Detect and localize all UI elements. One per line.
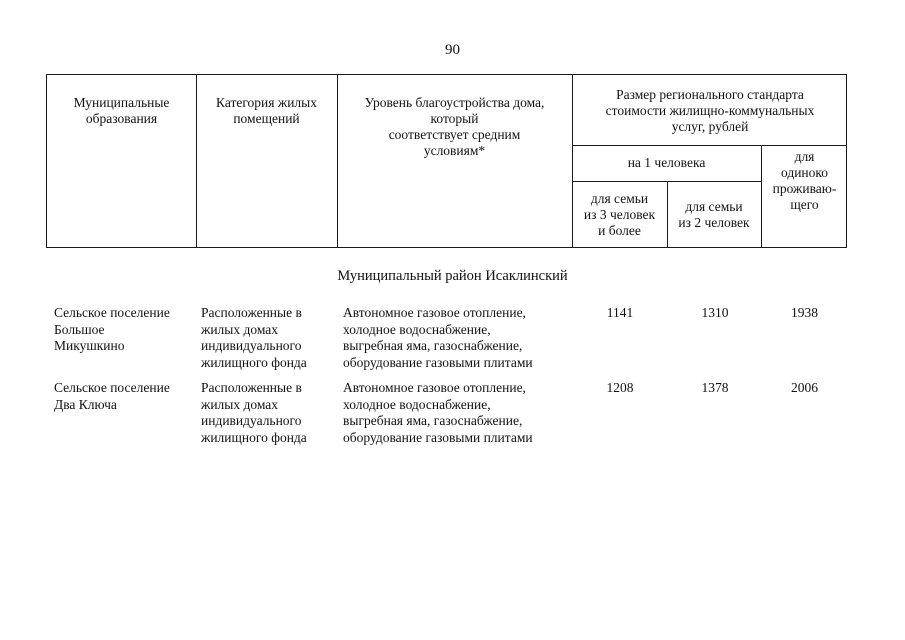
header-standard-size: Размер регионального стандарта стоимости жилищно-коммунальных услуг, рублей	[605, 87, 815, 134]
header-municipality: Муниципальные образования	[73, 95, 170, 126]
cell-family3: 1208	[606, 380, 634, 395]
cell-municipality: Сельское поселение Большое Микушкино	[54, 305, 170, 353]
table-row	[0, 380, 905, 450]
cell-family3: 1141	[606, 305, 634, 320]
header-single: для одиноко проживаю- щего	[772, 149, 837, 212]
cell-comfort: Автономное газовое отопление, холодное водоснабжение, выгребная яма, газоснабжение, оборудование газовыми плитами	[343, 380, 533, 445]
cell-single: 2006	[791, 380, 818, 395]
header-family3: для семьи из 3 человек и более	[583, 191, 656, 238]
cell-category: Расположенные в жилых домах индивидуального жилищного фонда	[201, 305, 307, 370]
cell-single: 1938	[791, 305, 818, 320]
header-per-person: на 1 человека	[627, 155, 706, 170]
cell-family2: 1310	[701, 305, 729, 320]
cell-family2: 1378	[701, 380, 729, 395]
table-row	[0, 305, 905, 375]
row-divider	[572, 145, 846, 146]
cell-comfort: Автономное газовое отопление, холодное водоснабжение, выгребная яма, газоснабжение, оборудование газовыми плитами	[343, 305, 533, 370]
table-header	[46, 74, 847, 248]
page-number: 90	[445, 42, 460, 58]
header-category: Категория жилых помещений	[216, 95, 317, 126]
cell-municipality: Сельское поселение Два Ключа	[54, 380, 170, 412]
header-comfort-level: Уровень благоустройства дома, который соответствует средним условиям*	[364, 95, 545, 158]
section-title: Муниципальный район Исаклинский	[337, 268, 568, 284]
header-family2: для семьи из 2 человек	[678, 199, 750, 230]
cell-category: Расположенные в жилых домах индивидуального жилищного фонда	[201, 380, 307, 445]
